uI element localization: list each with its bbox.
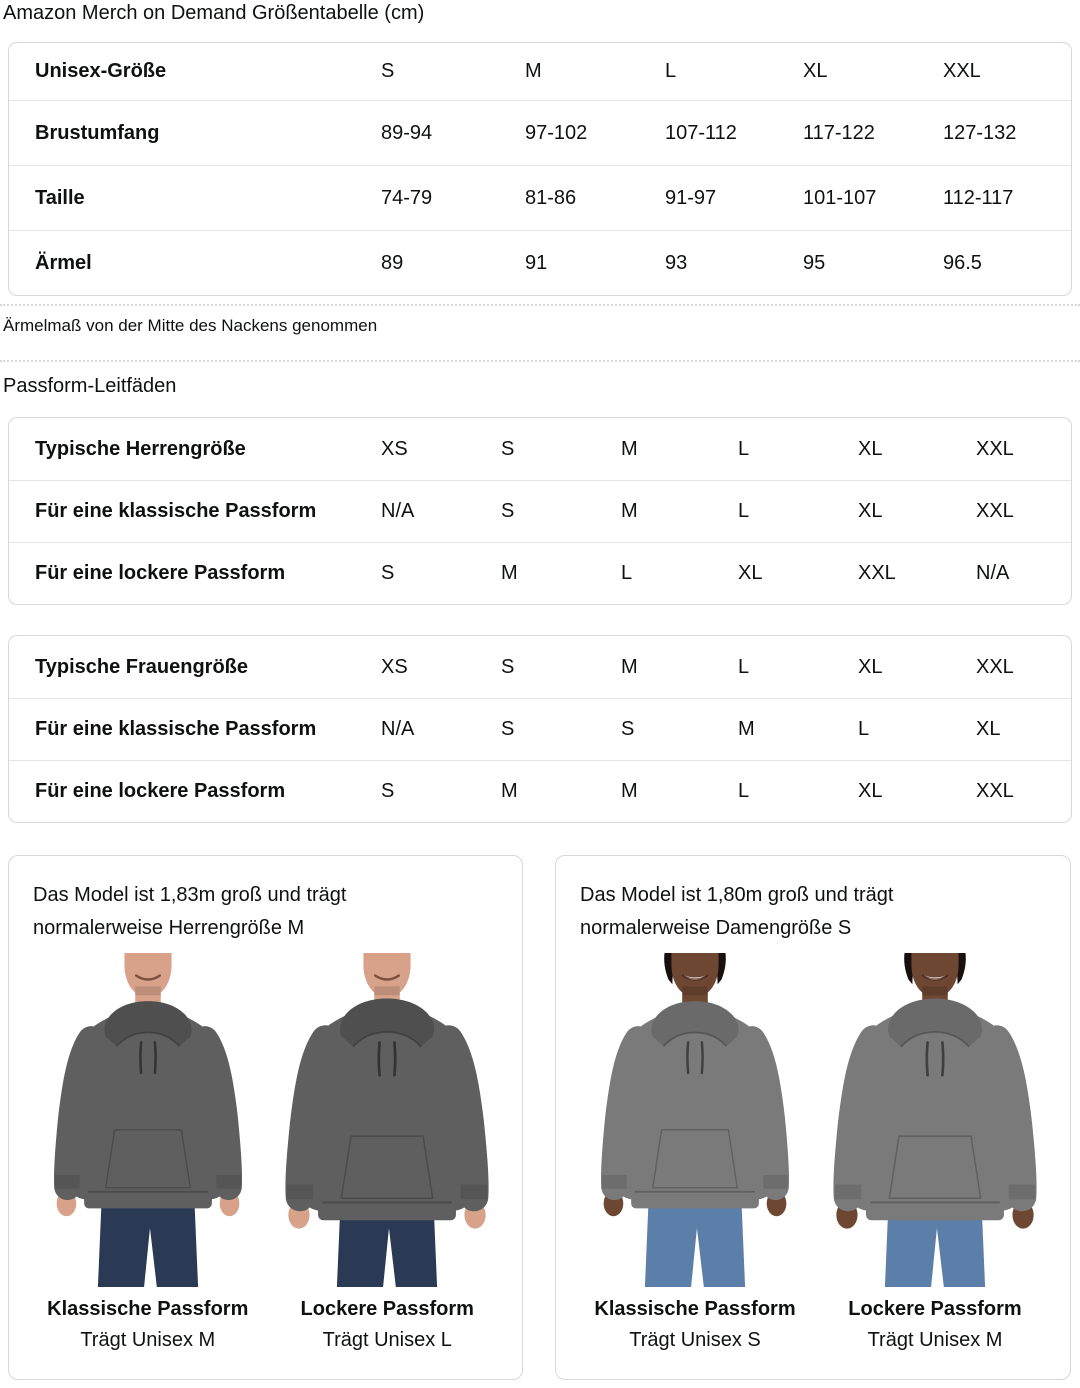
fit-caption: Lockere Passform: [300, 1298, 474, 1320]
table-cell: L: [858, 718, 870, 740]
row-label: Brustumfang: [35, 121, 160, 144]
table-cell: XL: [858, 655, 883, 678]
table-cell: N/A: [976, 562, 1010, 584]
model-figures: [580, 953, 1050, 1352]
table-header-cell: XXL: [943, 60, 981, 82]
row-label: Für eine klassische Passform: [35, 500, 317, 522]
model-description: Das Model ist 1,83m groß und trägt normalerweise Herrengröße M: [33, 884, 347, 939]
jeans: [98, 1195, 198, 1287]
table-row-classic-fit: [9, 480, 1071, 542]
table-row-sleeve: [9, 230, 1071, 295]
model-figures: [33, 953, 502, 1352]
table-cell: S: [501, 500, 515, 522]
table-cell: M: [621, 500, 638, 522]
table-cell: 97-102: [525, 121, 588, 144]
table-header-label: Unisex-Größe: [35, 60, 167, 82]
table-cell: 89-94: [381, 121, 433, 144]
men-model-card: [8, 855, 523, 1380]
table-cell: XXL: [858, 562, 896, 584]
hoodie: [836, 998, 1033, 1228]
row-label: Typische Frauengröße: [35, 655, 249, 678]
table-row-loose-fit: [9, 542, 1071, 604]
male-model-classic-photo: [34, 953, 262, 1287]
women-fit-table: [8, 635, 1072, 823]
table-cell: N/A: [381, 500, 415, 522]
table-cell: 91: [525, 251, 548, 274]
female-model-loose-photo: [821, 953, 1049, 1287]
table-cell: S: [381, 562, 395, 584]
table-cell: M: [621, 655, 638, 678]
fit-guides-title: Passform-Leitfäden: [3, 375, 177, 397]
row-label: Für eine lockere Passform: [35, 562, 286, 584]
model-figure-loose: [273, 953, 503, 1352]
table-cell: M: [501, 780, 518, 802]
table-cell: 74-79: [381, 186, 433, 209]
jeans: [645, 1195, 745, 1287]
male-model-loose-photo: [273, 953, 501, 1287]
table-row-waist: [9, 165, 1071, 230]
table-cell: M: [738, 718, 755, 740]
table-row-typical-men-size: [9, 418, 1071, 480]
row-label: Für eine klassische Passform: [35, 718, 317, 740]
row-label: Ärmel: [35, 251, 92, 274]
table-cell: XL: [858, 780, 883, 802]
row-label: Für eine lockere Passform: [35, 780, 286, 802]
table-cell: 101-107: [803, 186, 877, 209]
men-fit-table: [8, 417, 1072, 605]
model-figure-loose: [820, 953, 1050, 1352]
table-header-cell: XL: [803, 60, 828, 82]
table-cell: S: [501, 437, 515, 460]
table-cell: 91-97: [665, 186, 717, 209]
table-header-cell: M: [525, 60, 542, 82]
table-cell: N/A: [381, 718, 415, 740]
table-cell: S: [621, 718, 635, 740]
model-description: Das Model ist 1,80m groß und trägt normalerweise Damengröße S: [580, 884, 894, 939]
table-cell: M: [621, 780, 638, 802]
hoodie: [604, 1001, 787, 1216]
divider: [0, 360, 1080, 362]
table-cell: 89: [381, 251, 404, 274]
size-caption: Trägt Unisex M: [867, 1329, 1003, 1351]
table-row-typical-women-size: [9, 636, 1071, 698]
row-label: Typische Herrengröße: [35, 437, 246, 460]
hoodie: [289, 998, 486, 1228]
model-figure-classic: [580, 953, 810, 1352]
table-cell: S: [381, 780, 395, 802]
table-cell: XXL: [976, 500, 1014, 522]
table-cell: XL: [976, 718, 1001, 740]
table-cell: S: [501, 655, 515, 678]
table-cell: 127-132: [943, 121, 1017, 144]
size-caption: Trägt Unisex L: [322, 1329, 452, 1351]
table-cell: L: [621, 562, 633, 584]
women-model-card: [555, 855, 1071, 1380]
hoodie: [56, 1001, 239, 1216]
fit-caption: Klassische Passform: [594, 1298, 796, 1320]
table-cell: XS: [381, 437, 408, 460]
table-cell: 107-112: [665, 121, 737, 144]
table-cell: XXL: [976, 437, 1014, 460]
divider: [0, 304, 1080, 306]
fit-caption: Lockere Passform: [848, 1298, 1022, 1320]
table-cell: XL: [738, 562, 763, 584]
fit-caption: Klassische Passform: [47, 1298, 249, 1320]
table-cell: L: [738, 437, 750, 460]
table-cell: XXL: [976, 780, 1014, 802]
table-cell: M: [501, 562, 518, 584]
table-cell: 93: [665, 251, 688, 274]
table-cell: L: [738, 655, 750, 678]
table-row-classic-fit: [9, 698, 1071, 760]
table-header-row: [9, 43, 1071, 100]
size-caption: Trägt Unisex M: [80, 1329, 216, 1351]
table-cell: M: [621, 437, 638, 460]
table-cell: XL: [858, 500, 883, 522]
table-header-cell: S: [381, 60, 395, 82]
model-figure-classic: [33, 953, 263, 1352]
table-cell: 96.5: [943, 251, 982, 274]
table-cell: 117-122: [803, 121, 875, 144]
table-cell: XXL: [976, 655, 1014, 678]
table-cell: 112-117: [943, 186, 1014, 209]
table-row-loose-fit: [9, 760, 1071, 822]
page-title: Amazon Merch on Demand Größentabelle (cm): [3, 2, 425, 24]
table-cell: L: [738, 500, 750, 522]
unisex-size-table: [8, 42, 1072, 296]
row-label: Taille: [35, 186, 85, 209]
table-row-chest: [9, 100, 1071, 165]
table-cell: 81-86: [525, 186, 577, 209]
table-cell: 95: [803, 251, 826, 274]
table-header-cell: L: [665, 60, 677, 82]
table-cell: L: [738, 780, 750, 802]
sleeve-measure-footnote: Ärmelmaß von der Mitte des Nackens genommen: [3, 316, 378, 335]
table-cell: XL: [858, 437, 883, 460]
table-cell: XS: [381, 655, 408, 678]
female-model-classic-photo: [581, 953, 809, 1287]
table-cell: S: [501, 718, 515, 740]
size-caption: Trägt Unisex S: [629, 1329, 761, 1351]
